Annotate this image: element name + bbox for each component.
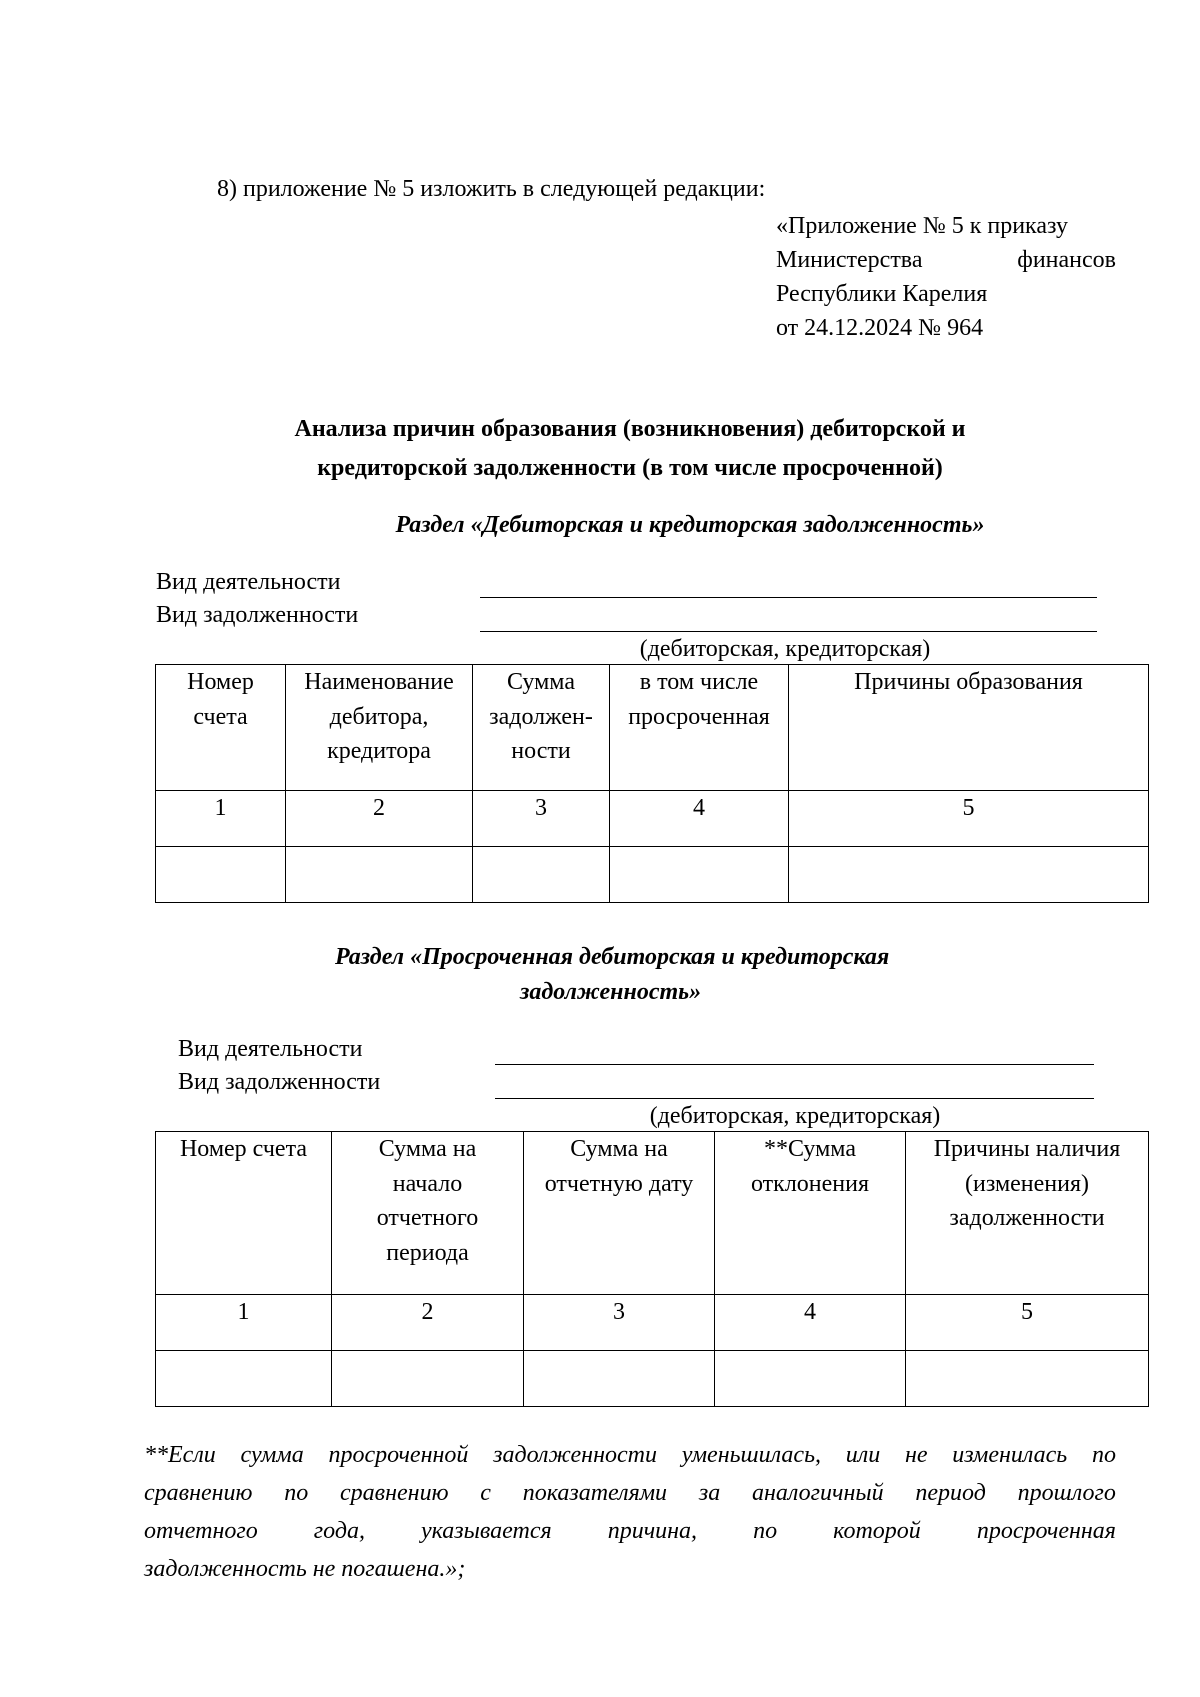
section2-header-account-number: Номер счета <box>156 1132 332 1295</box>
section2-table <box>155 1131 1149 1407</box>
section1-field-activity-line <box>480 597 1097 598</box>
section2-field-debt-label: Вид задолженности <box>178 1069 381 1095</box>
section1-col-number: 3 <box>473 791 610 847</box>
section1-heading: Раздел «Дебиторская и кредиторская задолженность» <box>395 512 985 538</box>
footnote <box>144 1436 1116 1588</box>
section1-field-debt-label: Вид задолженности <box>156 602 359 628</box>
intro-text: 8) приложение № 5 изложить в следующей редакции: <box>217 176 766 202</box>
section2-heading-line-1: Раздел «Просроченная дебиторская и кредиторская <box>335 944 890 970</box>
section1-number-row <box>156 791 1149 847</box>
section1-header-account-number: Номер счета <box>156 665 286 791</box>
section2-empty-cell <box>156 1351 332 1407</box>
section1-header-amount: Сумма задолжен- ности <box>473 665 610 791</box>
section2-empty-cell <box>906 1351 1149 1407</box>
section2-empty-row <box>156 1351 1149 1407</box>
appendix-line-1: «Приложение № 5 к приказу <box>776 213 1068 239</box>
section1-col-number: 5 <box>789 791 1149 847</box>
footnote-line-2: сравнению по сравнению с показателями за аналогичный период прошлого <box>144 1480 1116 1506</box>
section2-header-report-amount: Сумма на отчетную дату <box>524 1132 715 1295</box>
section1-col-number: 2 <box>286 791 473 847</box>
document-title-line-2: кредиторской задолженности (в том числе просроченной) <box>317 455 943 481</box>
section1-empty-cell <box>156 847 286 903</box>
section1-col-number: 1 <box>156 791 286 847</box>
appendix-line-2-right: финансов <box>1017 247 1116 273</box>
footnote-line-4: задолженность не погашена.»; <box>144 1556 466 1582</box>
section2-header-row <box>156 1132 1149 1295</box>
section1-header-overdue: в том числе просроченная <box>610 665 789 791</box>
section1-empty-row <box>156 847 1149 903</box>
section1-table <box>155 664 1149 903</box>
appendix-line-3: Республики Карелия <box>776 281 988 307</box>
section1-empty-cell <box>286 847 473 903</box>
footnote-line-1: **Если сумма просроченной задолженности уменьшилась, или не изменилась по <box>144 1442 1116 1468</box>
section2-field-activity-label: Вид деятельности <box>178 1036 363 1062</box>
section1-col-number: 4 <box>610 791 789 847</box>
section1-header-reasons: Причины образования <box>789 665 1149 791</box>
section1-header-row <box>156 665 1149 791</box>
appendix-line-2-left: Министерства <box>776 247 923 273</box>
document-title-line-1: Анализа причин образования (возникновения) дебиторской и <box>294 416 966 442</box>
section2-col-number: 1 <box>156 1295 332 1351</box>
section2-empty-cell <box>524 1351 715 1407</box>
section2-header-reasons: Причины наличия (изменения) задолженности <box>906 1132 1149 1295</box>
section2-header-deviation: **Сумма отклонения <box>715 1132 906 1295</box>
section2-empty-cell <box>715 1351 906 1407</box>
section2-debt-hint: (дебиторская, кредиторская) <box>649 1103 941 1129</box>
section2-col-number: 2 <box>332 1295 524 1351</box>
section2-empty-cell <box>332 1351 524 1407</box>
footnote-line-3: отчетного года, указывается причина, по которой просроченная <box>144 1518 1116 1544</box>
section1-header-name: Наименование дебитора, кредитора <box>286 665 473 791</box>
section2-field-activity-line <box>495 1064 1094 1065</box>
section2-heading-line-2: задолженность» <box>520 979 702 1005</box>
section1-empty-cell <box>473 847 610 903</box>
section2-header-start-amount: Сумма на начало отчетного периода <box>332 1132 524 1295</box>
section1-empty-cell <box>610 847 789 903</box>
appendix-reference <box>776 209 1116 345</box>
section1-field-activity-label: Вид деятельности <box>156 569 341 595</box>
section2-number-row <box>156 1295 1149 1351</box>
section2-col-number: 5 <box>906 1295 1149 1351</box>
section2-col-number: 3 <box>524 1295 715 1351</box>
section1-debt-hint: (дебиторская, кредиторская) <box>639 636 931 662</box>
appendix-line-4: от 24.12.2024 № 964 <box>776 315 984 341</box>
appendix-line-2 <box>776 243 1116 277</box>
section1-empty-cell <box>789 847 1149 903</box>
section2-col-number: 4 <box>715 1295 906 1351</box>
